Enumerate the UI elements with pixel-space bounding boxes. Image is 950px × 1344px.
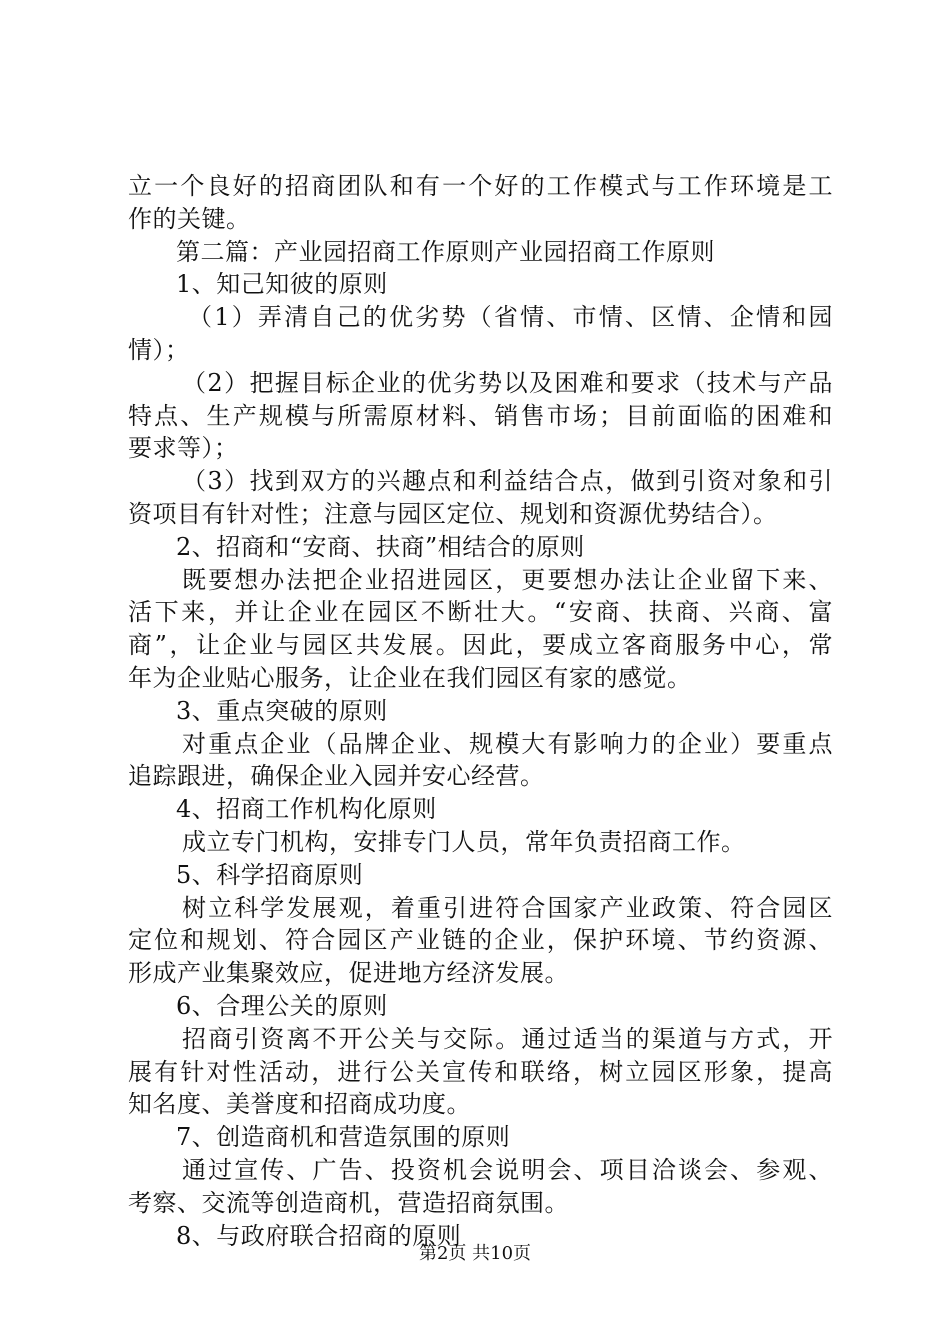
principle-heading: 8、与政府联合招商的原则 bbox=[176, 1221, 462, 1250]
body-line: 要求等）； bbox=[128, 434, 239, 463]
document-body bbox=[128, 170, 833, 1252]
body-line: 树立科学发展观，着重引进符合国家产业政策、符合园区 bbox=[182, 893, 833, 922]
body-line: 年为企业贴心服务，让企业在我们园区有家的感觉。 bbox=[128, 663, 692, 692]
page-number-footer: 第2页 共10页 bbox=[418, 1243, 532, 1264]
principle-heading: 6、合理公关的原则 bbox=[176, 991, 388, 1020]
body-line: 定位和规划、符合园区产业链的企业，保护环境、节约资源、 bbox=[128, 926, 833, 955]
principle-heading: 2、招商和“安商、扶商”相结合的原则 bbox=[176, 532, 585, 561]
principle-heading: 5、科学招商原则 bbox=[176, 860, 364, 889]
body-line: 特点、生产规模与所需原材料、销售市场；目前面临的困难和 bbox=[128, 401, 833, 430]
body-line: 形成产业集聚效应，促进地方经济发展。 bbox=[128, 959, 569, 988]
principle-heading: 7、创造商机和营造氛围的原则 bbox=[176, 1123, 511, 1152]
body-line: 资项目有针对性；注意与园区定位、规划和资源优势结合）。 bbox=[128, 499, 778, 528]
body-line: 成立专门机构，安排专门人员，常年负责招商工作。 bbox=[182, 827, 746, 856]
body-line: 通过宣传、广告、投资机会说明会、项目洽谈会、参观、 bbox=[182, 1155, 833, 1184]
body-line: 立一个良好的招商团队和有一个好的工作模式与工作环境是工 bbox=[128, 172, 833, 200]
body-line: 对重点企业（品牌企业、规模大有影响力的企业）要重点 bbox=[182, 729, 833, 758]
body-line: 活下来，并让企业在园区不断壮大。“安商、扶商、兴商、富 bbox=[128, 598, 833, 627]
section-heading: 第二篇：产业园招商工作原则产业园招商工作原则 bbox=[176, 237, 715, 266]
body-line: 情）； bbox=[128, 335, 190, 364]
body-line: （2）把握目标企业的优劣势以及困难和要求（技术与产品 bbox=[182, 368, 833, 397]
principle-heading: 1、知己知彼的原则 bbox=[176, 270, 388, 299]
body-line: 展有针对性活动，进行公关宣传和联络，树立园区形象，提高 bbox=[128, 1057, 833, 1086]
body-line: （1）弄清自己的优劣势（省情、市情、区情、企情和园 bbox=[188, 303, 833, 332]
body-line: 考察、交流等创造商机，营造招商氛围。 bbox=[128, 1188, 569, 1217]
body-line: 商”，让企业与园区共发展。因此，要成立客商服务中心，常 bbox=[128, 631, 833, 660]
body-line: 追踪跟进，确保企业入园并安心经营。 bbox=[128, 762, 545, 791]
body-line: 知名度、美誉度和招商成功度。 bbox=[128, 1090, 471, 1119]
body-line: 招商引资离不开公关与交际。通过适当的渠道与方式，开 bbox=[182, 1024, 833, 1053]
principle-heading: 4、招商工作机构化原则 bbox=[176, 795, 437, 824]
principle-heading: 3、重点突破的原则 bbox=[176, 696, 388, 725]
body-line: （3）找到双方的兴趣点和利益结合点，做到引资对象和引 bbox=[182, 467, 833, 496]
body-line: 作的关键。 bbox=[128, 204, 251, 233]
body-line: 既要想办法把企业招进园区，更要想办法让企业留下来、 bbox=[182, 565, 833, 594]
